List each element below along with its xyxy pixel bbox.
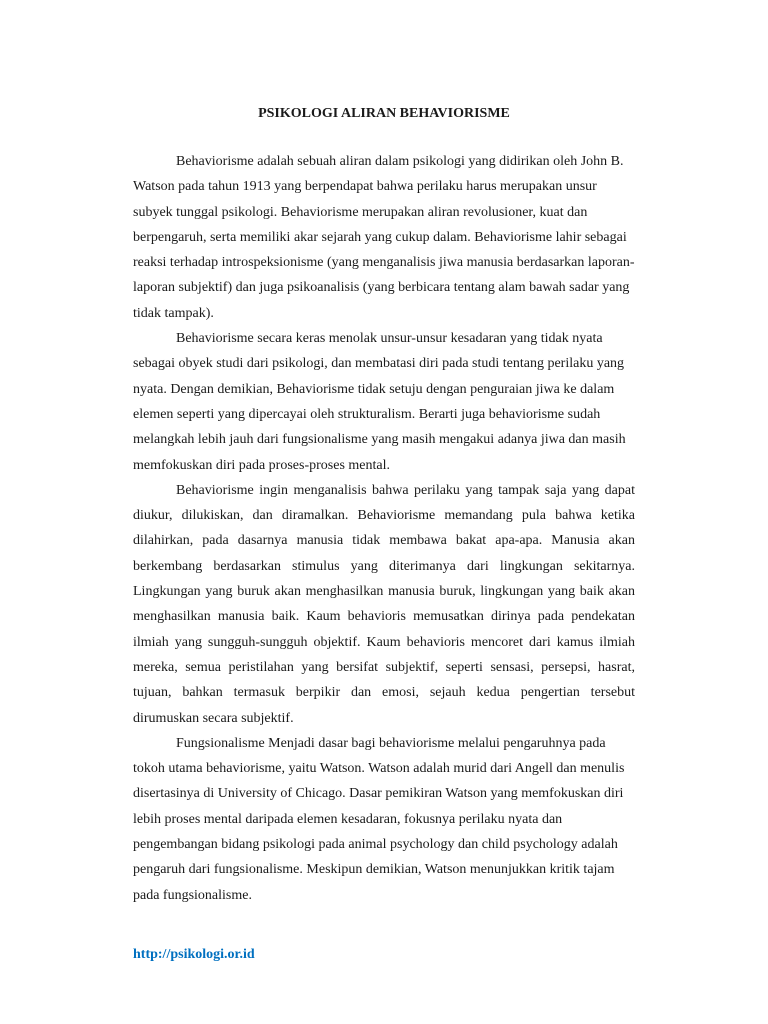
paragraph-1: Behaviorisme adalah sebuah aliran dalam psikologi yang didirikan oleh John B. Watson pada tahun 1913 yang berpendapat bahwa perilaku harus merupakan unsur subyek tunggal psikologi. Behaviorisme merupakan aliran revolusioner, kuat dan berpengaruh, serta memiliki akar sejarah yang cukup dalam. Behaviorisme lahir sebagai reaksi terhadap introspeksionisme (yang menganalisis jiwa manusia berdasarkan laporan-laporan subjektif) dan juga psikoanalisis (yang berbicara tentang alam bawah sadar yang tidak tampak). xyxy=(133,154,635,321)
document-body xyxy=(133,104,635,908)
paragraph-4: Fungsionalisme Menjadi dasar bagi behaviorisme melalui pengaruhnya pada tokoh utama behaviorisme, yaitu Watson. Watson adalah murid dari Angell dan menulis disertasinya di University of Chicago. Dasar pemikiran Watson yang memfokuskan diri lebih proses mental daripada elemen kesadaran, fokusnya perilaku nyata dan pengembangan bidang psikologi pada animal psychology dan child psychology adalah pengaruh dari fungsionalisme. Meskipun demikian, Watson menunjukkan kritik tajam pada fungsionalisme. xyxy=(133,735,625,903)
paragraph-3: Behaviorisme ingin menganalisis bahwa perilaku yang tampak saja yang dapat diukur, dilukiskan, dan diramalkan. Behaviorisme memandang pula bahwa ketika dilahirkan, pada dasarnya manusia tidak membawa bakat apa-apa. Manusia akan berkembang berdasarkan stimulus yang diterimanya dari lingkungan sekitarnya. Lingkungan yang buruk akan menghasilkan manusia buruk, lingkungan yang baik akan menghasilkan manusia baik. Kaum behavioris memusatkan dirinya pada pendekatan ilmiah yang sungguh-sungguh objektif. Kaum behavioris mencoret dari kamus ilmiah mereka, semua peristilahan yang bersifat subjektif, seperti sensasi, persepsi, hasrat, tujuan, bahkan termasuk berpikir dan emosi, sejauh kedua pengertian tersebut dirumuskan secara subjektif. xyxy=(133,482,635,726)
document-title: PSIKOLOGI ALIRAN BEHAVIORISME xyxy=(258,106,510,121)
footer-website-link[interactable]: http://psikologi.or.id xyxy=(133,947,255,962)
paragraph-2: Behaviorisme secara keras menolak unsur-unsur kesadaran yang tidak nyata sebagai obyek studi dari psikologi, dan membatasi diri pada studi tentang perilaku yang nyata. Dengan demikian, Behaviorisme tidak setuju dengan penguraian jiwa ke dalam elemen seperti yang dipercayai oleh strukturalism. Berarti juga behaviorisme sudah melangkah lebih jauh dari fungsionalisme yang masih mengakui adanya jiwa dan masih memfokuskan diri pada proses-proses mental. xyxy=(133,331,626,473)
